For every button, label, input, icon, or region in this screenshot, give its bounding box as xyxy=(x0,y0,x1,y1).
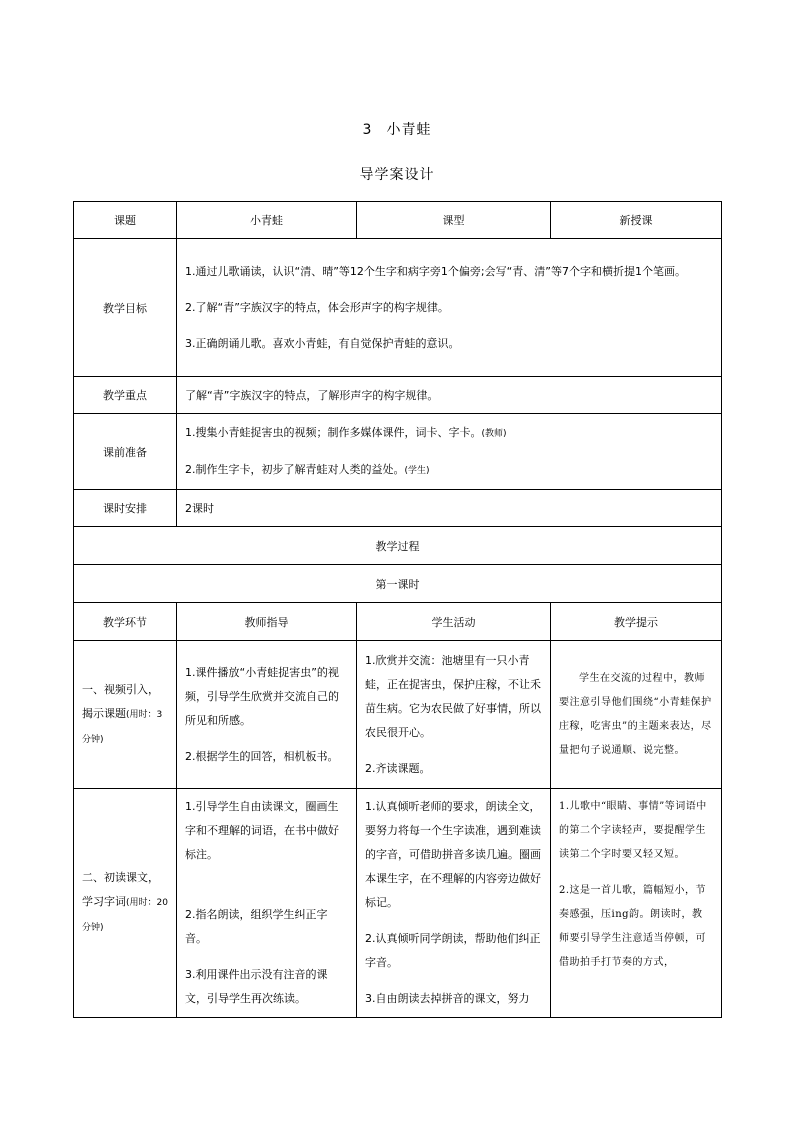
goal-item: 2.了解“青”字族汉字的特点，体会形声字的构字规律。 xyxy=(185,300,449,314)
tip-item: 2.这是一首儿歌，篇幅短小，节奏感强，压ing韵。朗读时，教师要引导学生注意适当停顿，可借助拍手打节奏的方式， xyxy=(559,885,707,968)
process-header: 教学过程 xyxy=(74,527,722,565)
schedule-row xyxy=(74,490,722,527)
stage-cell xyxy=(74,789,177,1018)
tips-cell xyxy=(551,789,722,1018)
lesson-name: 小青蛙 xyxy=(386,122,432,138)
column-header-teacher: 教师指导 xyxy=(177,603,357,641)
table-row xyxy=(74,789,722,1018)
teacher-cell xyxy=(177,641,357,789)
tips-cell xyxy=(551,641,722,789)
teacher-item: 2.根据学生的回答，相机板书。 xyxy=(185,749,339,763)
prep-note: (学生) xyxy=(404,465,430,476)
key-point-row xyxy=(74,377,722,414)
goals-label: 教学目标 xyxy=(74,239,177,377)
key-point-label: 教学重点 xyxy=(74,377,177,414)
teacher-item: 1.引导学生自由读课文，圈画生字和不理解的词语，在书中做好标注。 xyxy=(185,800,339,861)
student-item: 1.欣赏并交流：池塘里有一只小青蛙，正在捉害虫，保护庄稼，不让禾苗生病。它为农民做了好事情，所以农民很开心。 xyxy=(365,653,541,739)
type-label: 课型 xyxy=(357,202,551,239)
process-header-row xyxy=(74,527,722,565)
prep-row xyxy=(74,414,722,490)
teacher-item: 1.课件播放“小青蛙捉害虫”的视频，引导学生欣赏并交流自己的所见和所感。 xyxy=(185,665,339,727)
student-item: 2.齐读课题。 xyxy=(365,761,431,775)
topic-label: 课题 xyxy=(74,202,177,239)
page-subtitle: 导学案设计 xyxy=(359,167,435,183)
topic-row xyxy=(74,202,722,239)
period-header-row xyxy=(74,565,722,603)
student-cell xyxy=(357,789,551,1018)
lesson-title xyxy=(0,119,794,139)
prep-label: 课前准备 xyxy=(74,414,177,490)
student-item: 3.自由朗读去掉拼音的课文，努力 xyxy=(365,992,530,1005)
stage-name: 一、视频引入，揭示课题 xyxy=(82,682,159,720)
prep-item: 1.搜集小青蛙捉害虫的视频；制作多媒体课件，词卡、字卡。(教师) xyxy=(185,425,507,439)
tip-item: 1.儿歌中“眼睛、事情”等词语中的第二个字读轻声，要提醒学生读第二个字时要又轻又短。 xyxy=(559,801,707,860)
column-header-row xyxy=(74,603,722,641)
key-point-text: 了解“青”字族汉字的特点，了解形声字的构字规律。 xyxy=(177,377,722,414)
student-item: 1.认真倾听老师的要求，朗读全文，要努力将每一个生字读准，遇到难读的字音，可借助拼音多读几遍。圈画本课生字，在不理解的内容旁边做好标记。 xyxy=(365,800,541,909)
tip-item: 学生在交流的过程中，教师要注意引导他们围绕“小青蛙保护庄稼，吃害虫”的主题来表达，尽量把句子说通顺、说完整。 xyxy=(559,672,712,756)
student-item: 2.认真倾听同学朗读，帮助他们纠正字音。 xyxy=(365,932,541,969)
teacher-item: 3.利用课件出示没有注音的课文，引导学生再次练读。 xyxy=(185,968,328,1005)
goal-item: 3.正确朗诵儿歌。喜欢小青蛙，有自觉保护青蛙的意识。 xyxy=(185,336,460,350)
schedule-label: 课时安排 xyxy=(74,490,177,527)
stage-cell xyxy=(74,641,177,789)
stage-time: (用时：3分钟) xyxy=(82,709,163,745)
goal-item: 1.通过儿歌诵读，认识“清、晴”等12个生字和病字旁1个偏旁;会写“青、清”等7个字和横折提1个笔画。 xyxy=(185,264,686,278)
student-cell xyxy=(357,641,551,789)
column-header-stage: 教学环节 xyxy=(74,603,177,641)
type-value: 新授课 xyxy=(551,202,722,239)
lesson-plan-table xyxy=(73,201,722,1018)
column-header-tips: 教学提示 xyxy=(551,603,722,641)
table-row xyxy=(74,641,722,789)
lesson-number: 3 xyxy=(362,122,373,138)
goals-row xyxy=(74,239,722,377)
goals-content xyxy=(177,239,722,377)
period-header: 第一课时 xyxy=(74,565,722,603)
prep-item: 2.制作生字卡，初步了解青蛙对人类的益处。(学生) xyxy=(185,462,430,476)
topic-value: 小青蛙 xyxy=(177,202,357,239)
prep-content xyxy=(177,414,722,490)
column-header-student: 学生活动 xyxy=(357,603,551,641)
schedule-value: 2课时 xyxy=(177,490,722,527)
prep-note: (教师) xyxy=(481,428,507,439)
stage-time: (用时：20分钟) xyxy=(82,898,168,933)
stage-name: 二、初读课文，学习字词 xyxy=(82,871,159,908)
teacher-cell xyxy=(177,789,357,1018)
teacher-item: 2.指名朗读，组织学生纠正字音。 xyxy=(185,908,328,945)
